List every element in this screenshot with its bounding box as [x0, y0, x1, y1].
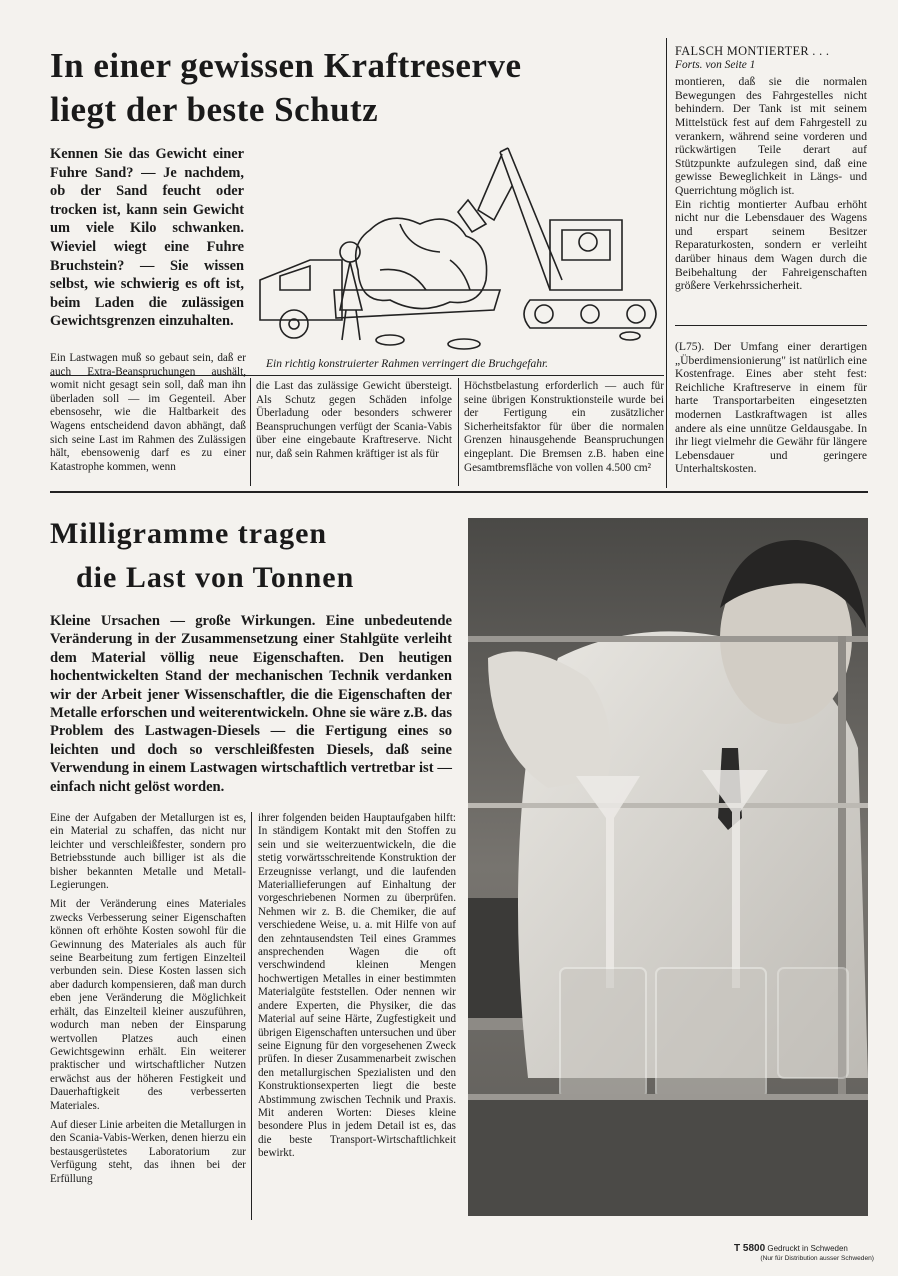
sidebar-title: FALSCH MONTIERTER . . .	[675, 44, 830, 58]
illustration-caption: Ein richtig konstruierter Rahmen verringert die Bruchgefahr.	[266, 358, 549, 370]
footer	[734, 1244, 874, 1264]
scientist-with-beakers-image	[468, 518, 868, 1216]
print-code: T 5800	[734, 1243, 766, 1254]
headline-2-line2: die Last von Tonnen	[76, 561, 355, 594]
sidebar-subtitle: Forts. von Seite 1	[675, 58, 756, 71]
sidebar-article	[675, 45, 867, 293]
printed-in-sweden: Gedruckt in Schweden	[767, 1244, 848, 1253]
laboratory-photo	[468, 518, 868, 1216]
excavator-loading-truck-drawing	[250, 140, 662, 352]
headline-2	[50, 512, 460, 600]
headline-2-line1: Milligramme tragen	[50, 517, 328, 550]
column-divider	[251, 812, 252, 1220]
article-1-column-2: die Last das zulässige Gewicht übersteigt. Als Schutz gegen Schäden infolge Überladung oder besonders schwerer Beanspruchungen verfügt der Scania-Vabis über eine eingebaute Kraftreserve. Nicht nur, daß sein Rahmen kräftiger ist als für	[256, 380, 452, 460]
sidebar-rule	[675, 325, 867, 326]
sidebar-paragraph-2: Ein richtig montierter Aufbau erhöht nicht nur die Lebensdauer des Wagens und erspart seinem Besitzer Reparaturkosten, sondern er verleiht darüber hinaus dem Wagen durch die Beibehaltung der Fahreigenschaften größere Verkehrssicherheit.	[675, 197, 867, 293]
truck-illustration	[250, 140, 662, 352]
lead-paragraph-2: Kleine Ursachen — große Wirkungen. Eine unbedeutende Veränderung in der Zusammensetzung einer Stahlgüte verleiht dem Material völlig neue Eigenschaften. Den heutigen hochentwickelten Stand der mechanischen Technik verdanken wir der Arbeit jener Wissenschaftler, die die Eigenschaften der Metalle erforschen und weiterentwickeln. Ohne sie wäre z.B. das Problem des Lastwagen-Diesels — die Fertigung eines so leichten und doch so verschleißfesten Diesels, daß seine Verwendung in einem Lastwagen wirtschaftlich vertretbar ist — einfach nicht gelöst worden.	[50, 613, 452, 795]
article-2-paragraph-3: Auf dieser Linie arbeiten die Metallurgen in den Scania-Vabis-Werken, denen hierzu ein bestausgerüstetes Laboratorium zur Verfügung steht, das ihnen bei der Erfüllung	[50, 1118, 246, 1185]
article-1-column-1: Ein Lastwagen muß so gebaut sein, daß er auch Extra-Beanspruchungen aushält, womit nicht gesagt sein soll, daß man ihn überladen soll — im Gegenteil. Aber ebensosehr, wie die Haltbarkeit des Wagens entscheidend davon abhängt, daß sich seine Last im Rahmen des Zulässigen hält, ebensowenig darf es zu einer Katastrophe kommen, wenn	[50, 352, 246, 473]
sidebar-paragraph-1: montieren, daß sie die normalen Bewegungen des Fahrgestelles nicht behindern. Der Tank ist mit seinem Mittelstück fest auf dem Fahrgestell zu verankern, während seine vorderen und rückwärtigen Teile derart auf Stützpunkte aufzulegen sind, daß eine gewisse Beweglichkeit in Längs- und Querrichtung möglich ist.	[675, 75, 867, 197]
article-2-paragraph-2: Mit der Veränderung eines Materiales zwecks Verbesserung seiner Eigenschaften können oft erhöhte Kosten sowohl für die Gewinnung des Materiales als auch für seine Bearbeitung zum fertigen Einzelteil verbunden sein. Diese Kosten lassen sich aber dadurch kompensieren, daß man durch eben jene Veränderung die Möglichkeit erhält, das Einzelteil kleiner auszuführen, wodurch man neben der Einsparung wertvollen Platzes auch einen Gewichtsgewinn erhält. Ein weiterer praktischer und wirtschaftlicher Nutzen erwächst aus der höheren Festigkeit und Dauerhaftigkeit des verbesserten Materiales.	[50, 898, 246, 1112]
article-1-column-3: Höchstbelastung erforderlich — auch für seine übrigen Konstruktionsteile wurde bei der Fertigung ein zusätzlicher Sicherheitsfaktor für über die normalen Grenzen hinausgehende Beanspruchungen eingeplant. Die Bremsen z.B. haben eine Gesamtbremsfläche von vollen 4.500 cm²	[464, 380, 664, 474]
distribution-note: (Nur für Distribution ausser Schweden)	[760, 1255, 874, 1262]
article-2-column-1	[50, 812, 246, 1192]
lead-paragraph-1: Kennen Sie das Gewicht einer Fuhre Sand? — Je nachdem, ob der Sand feucht oder trocken ist, kann sein Gewicht um viele Kilo schwanken. Wieviel wiegt eine Fuhre Bruchstein? — Sie wissen selbst, wie schwierig es oft ist, beim Laden die zulässigen Gewichtsgrenzen einzuhalten.	[50, 146, 244, 330]
column-divider	[250, 378, 251, 486]
article-2-column-2: ihrer folgenden beiden Hauptaufgaben hilft: In ständigem Kontakt mit den Stoffen zu sein und sie weiterzuentwickeln, die die stetig vorwärtsschreitende Konstruktion der Erzeugnisse verlangt, und die laufenden Materiallieferungen auf Einhaltung der vorgeschriebenen Normen zu überprüfen. Nehmen wir z. B. die Chemiker, die auf verschiedene Weise, u. a. mit Hilfe von auf den zehntausendsten Teil eines Grammes ansprechenden Wagen die oft verschwindend kleinen Mengen hochwertigen Metalles in einer bestimmten Materialgüte feststellen. Oder nennen wir andere Experten, die Physiker, die das Material auf seine Härte, Zugfestigkeit und übrigen Eigenschaften untersuchen und über seine Eignung für den vorgesehenen Zweck prüfen. In dieser Zusammenarbeit zwischen den metallurgischen Spezialisten und den Konstruktionsexperten liegt die beste Abstimmung zwischen Technik und Praxis. Mit anderen Worten: Dieses kleine besondere Plus in jedem Detail ist es, das die beste Transport-Wirtschaftlichkeit bewirkt.	[258, 812, 456, 1160]
headline-1	[50, 44, 650, 132]
sidebar-paragraph-3: (L75). Der Umfang einer derartigen „Überdimensionierung" ist natürlich eine Kostenfrage. Eines aber steht fest: Reichliche Kraftreserve in einem für harte Transportarbeiten eingesetzten modernen Lastkraftwagen ist alles andere als eine unnütze Geldausgabe. In ihr liegt vielmehr die Gewähr für längere Lebensdauer und geringere Unterhaltskosten.	[675, 340, 867, 476]
article-2-paragraph-1: Eine der Aufgaben der Metallurgen ist es, ein Material zu schaffen, das nicht nur leichter und verschleißfester, sondern pro Betriebsstunde auch billiger ist als die bisher bekannten Metalle und Metall-Legierungen.	[50, 812, 246, 892]
column-divider	[458, 378, 459, 486]
sidebar-divider	[666, 38, 667, 488]
headline-1-line2: liegt der beste Schutz	[50, 90, 379, 129]
section-divider	[50, 491, 868, 493]
headline-1-line1: In einer gewissen Kraftreserve	[50, 46, 522, 85]
